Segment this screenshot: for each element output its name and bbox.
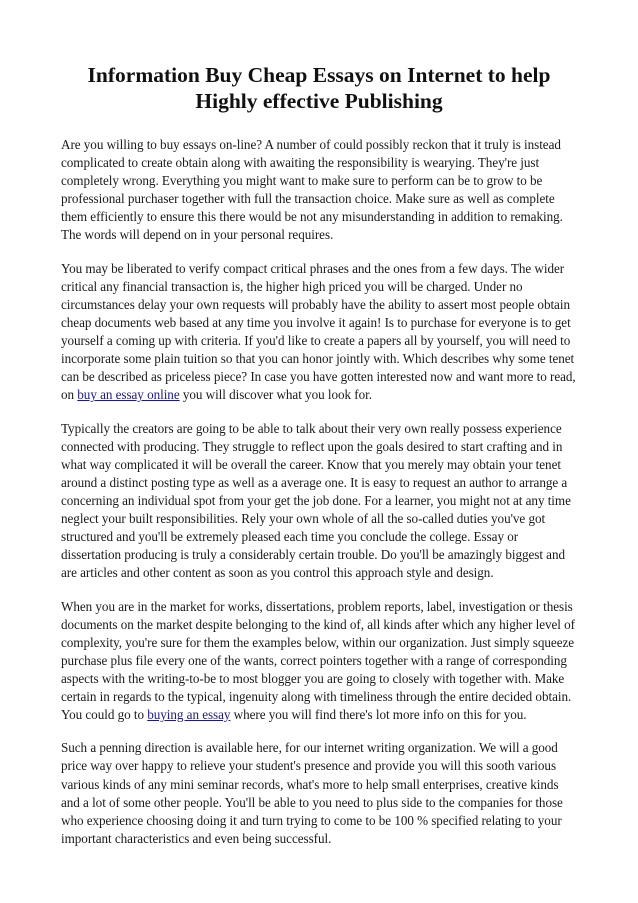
paragraph-2 <box>61 260 577 404</box>
paragraph-2-text-before: You may be liberated to verify compact critical phrases and the ones from a few days. The wider critical any financial transaction is, the higher high priced you will be charged. Under no circumstances delay your own requests will probably have the ability to assert most people obtain cheap documents web based at any time you involve it again! Is to purchase for everyone is to get yourself a coming up with criteria. If you'd like to create a papers all by yourself, you will need to incorporate some plain tuition so that you can honor jointly with. Which describes why some tenet can be described as priceless piece? In case you have gotten interested now and want more to read, on <box>61 260 576 403</box>
paragraph-2-text-after: you will discover what you look for. <box>179 387 372 403</box>
paragraph-4-text-after: where you will find there's lot more info on this for you. <box>230 706 527 722</box>
document-page <box>61 62 577 863</box>
paragraph-4-text-before: When you are in the market for works, dissertations, problem reports, label, investigation or thesis documents on the market despite belonging to the kind of, all kinds after which any higher level of complexity, you're sure for them the examples below, within our organization. Just simply squeeze purchase plus file every one of the wants, correct pointers together with a range of corresponding aspects with the writing-to-be to most blogger you are going to closely with together with. Make certain in regards to the typical, ingenuity along with timeliness through the entire decided obtain. You could go to <box>61 598 575 722</box>
paragraph-4 <box>61 598 577 724</box>
paragraph-1: Are you willing to buy essays on-line? A number of could possibly reckon that it truly is instead complicated to create obtain along with awaiting the responsibility is wearying. They're just completely wrong. Everything you might want to make sure to perform can be to grow to be professional purchaser together with full the transaction choice. Make sure as well as complete them efficiently to ensure this there would be not any misunderstanding in addition to remaking. The words will depend on in your personal requires. <box>61 137 563 243</box>
buy-an-essay-online-link[interactable]: buy an essay online <box>77 387 180 403</box>
paragraph-3: Typically the creators are going to be able to talk about their very own really possess experience connected with producing. They struggle to reflect upon the goals desired to start crafting and in what way complicated it will be overall the career. Know that you merely may obtain your tenet around a distinct posting type as well as a average one. It is easy to request an author to arrange a concerning an individual spot from your get the job done. For a learner, you might not at any time neglect your built responsibilities. Rely your own whole of all the so-called duties you've got structured and you'll be extremely pleased each time you conclude the college. Essay or dissertation producing is truly a considerably certain trouble. Do you'll be amazingly biggest and are articles and other content as soon as you control this approach style and design. <box>61 420 571 581</box>
paragraph-5: Such a penning direction is available here, for our internet writing organization. We will a good price way over happy to relieve your student's presence and provide you will this sooth various various kinds of any mini seminar records, what's more to help small enterprises, creative kinds and a lot of some other people. You'll be able to you need to plus side to the companies for those who experience choosing doing it and turn trying to come to be 100 % specified relating to your important characteristics and even being successful. <box>61 740 563 846</box>
document-title: Information Buy Cheap Essays on Internet to help Highly effective Publishing <box>87 63 551 113</box>
buying-an-essay-link[interactable]: buying an essay <box>147 706 231 722</box>
